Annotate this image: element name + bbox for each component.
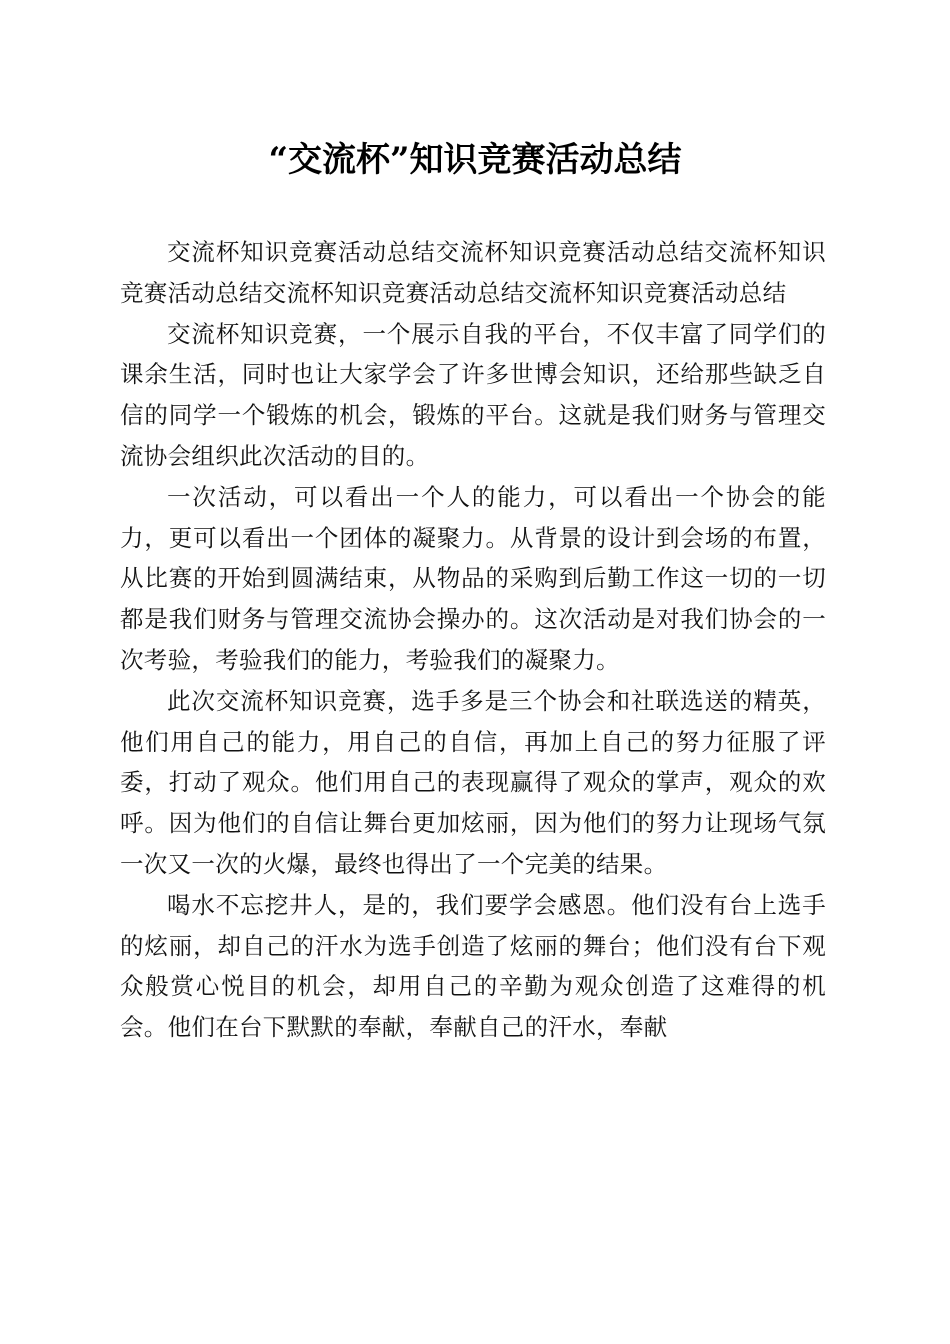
document-body [120,232,826,1048]
paragraph: 一次活动，可以看出一个人的能力，可以看出一个协会的能力，更可以看出一个团体的凝聚力。从背景的设计到会场的布置，从比赛的开始到圆满结束，从物品的采购到后勤工作这一切的一切都是我们财务与管理交流协会操办的。这次活动是对我们协会的一次考验，考验我们的能力，考验我们的凝聚力。 [120,482,826,674]
paragraph: 交流杯知识竞赛活动总结交流杯知识竞赛活动总结交流杯知识竞赛活动总结交流杯知识竞赛活动总结交流杯知识竞赛活动总结 [120,238,826,307]
paragraph: 此次交流杯知识竞赛，选手多是三个协会和社联选送的精英，他们用自己的能力，用自己的自信，再加上自己的努力征服了评委，打动了观众。他们用自己的表现赢得了观众的掌声，观众的欢呼。因为他们的自信让舞台更加炫丽，因为他们的努力让现场气氛一次又一次的火爆，最终也得出了一个完美的结果。 [120,686,826,878]
document-title: “交流杯”知识竞赛活动总结 [268,140,682,180]
paragraph: 交流杯知识竞赛，一个展示自我的平台，不仅丰富了同学们的课余生活，同时也让大家学会了许多世博会知识，还给那些缺乏自信的同学一个锻炼的机会，锻炼的平台。这就是我们财务与管理交流协会组织此次活动的目的。 [120,319,826,470]
paragraph: 喝水不忘挖井人，是的，我们要学会感恩。他们没有台上选手的炫丽，却自己的汗水为选手创造了炫丽的舞台；他们没有台下观众般赏心悦目的机会，却用自己的辛勤为观众创造了这难得的机会。他们在台下默默的奉献，奉献自己的汗水，奉献 [120,890,826,1042]
